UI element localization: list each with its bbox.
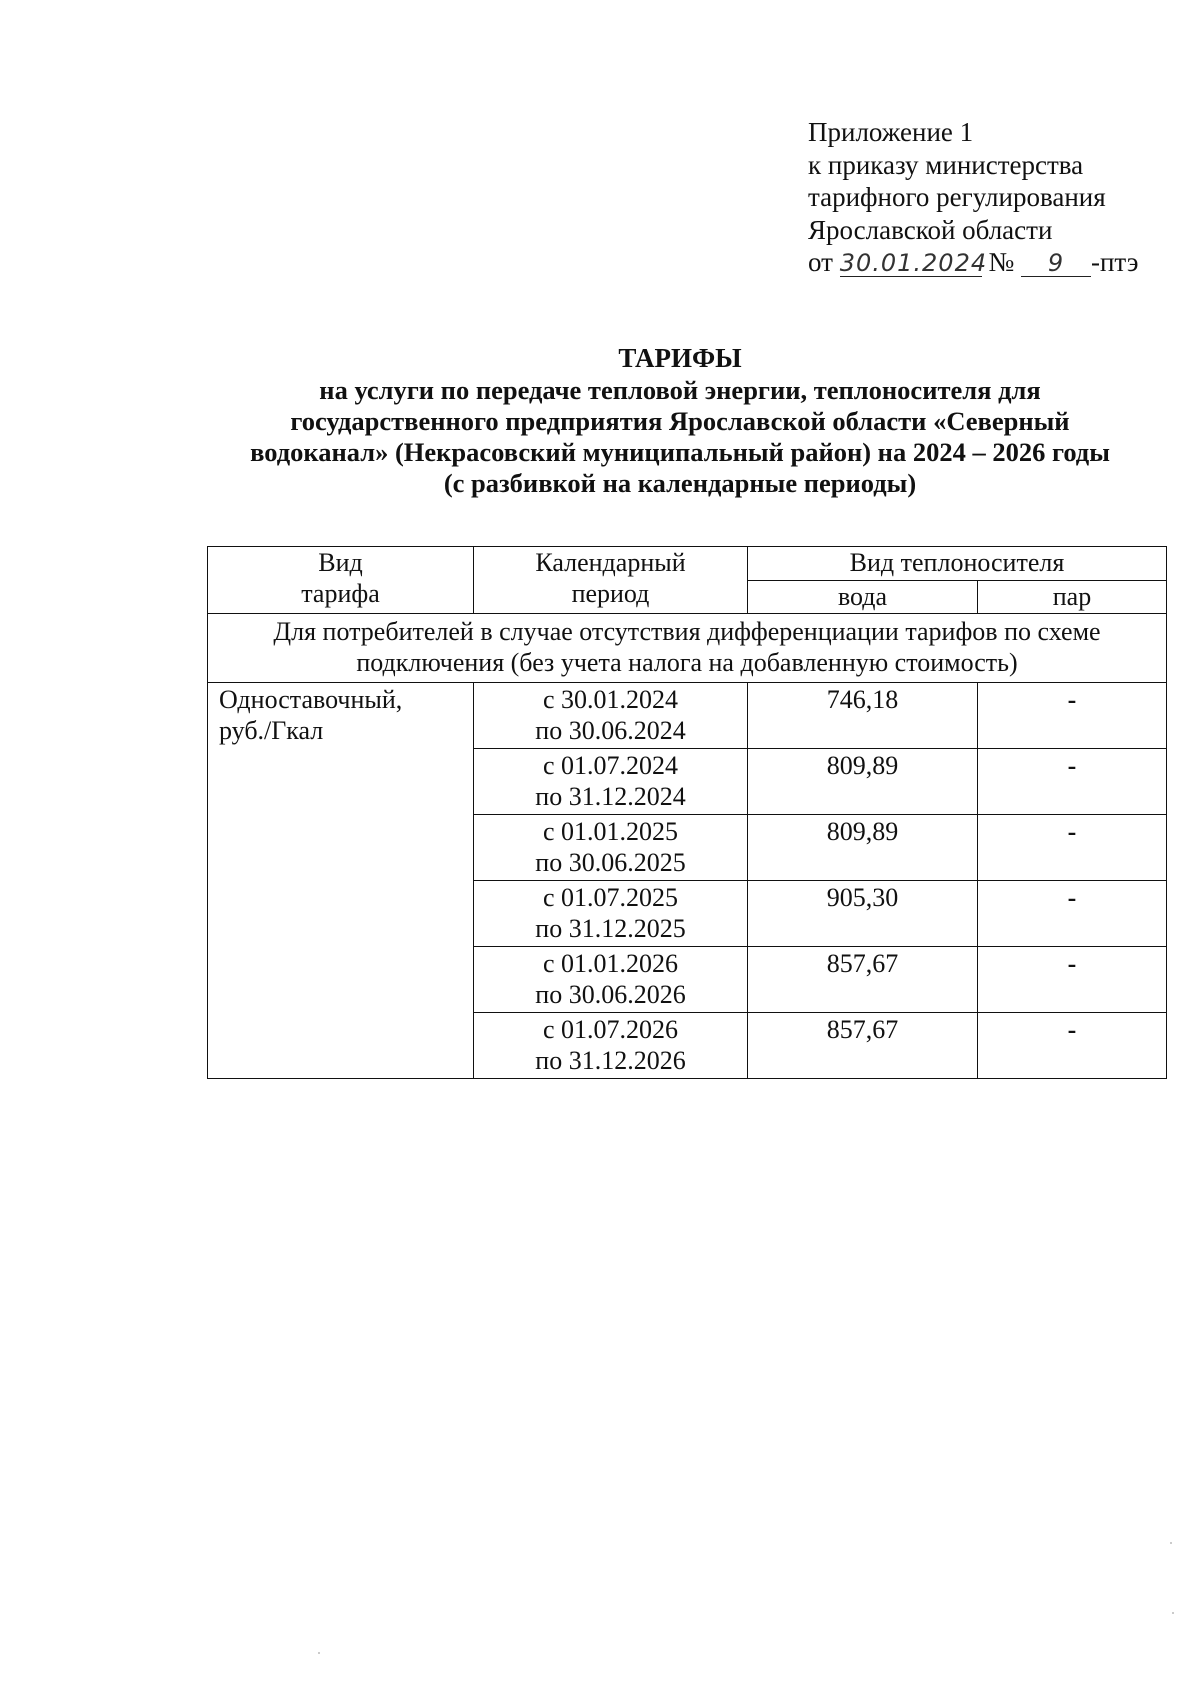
document-title xyxy=(200,343,1160,499)
steam-value: - xyxy=(978,881,1167,947)
scan-speck xyxy=(318,1652,320,1654)
number-suffix: -птэ xyxy=(1090,247,1139,277)
title-line-1: на услуги по передаче тепловой энергии, теплоносителя для xyxy=(319,375,1041,405)
scan-speck xyxy=(1170,1542,1172,1544)
date-prefix: от xyxy=(808,247,833,277)
title-line-2: государственного предприятия Ярославской области «Северный xyxy=(290,406,1070,436)
period-from: с 01.07.2025 xyxy=(542,883,679,912)
header-period-line-2: период xyxy=(571,579,650,608)
water-value: 809,89 xyxy=(748,749,978,815)
period-cell xyxy=(474,1013,748,1079)
table-row xyxy=(208,683,1167,749)
steam-value: - xyxy=(978,815,1167,881)
period-to: по 31.12.2025 xyxy=(535,914,686,943)
water-value: 809,89 xyxy=(748,815,978,881)
period-from: с 01.01.2026 xyxy=(542,949,679,978)
water-value: 857,67 xyxy=(748,947,978,1013)
header-water: вода xyxy=(748,580,978,614)
handwritten-number: 9 xyxy=(1021,250,1091,277)
period-to: по 30.06.2026 xyxy=(535,980,686,1009)
period-cell xyxy=(474,947,748,1013)
appendix-line-4: Ярославской области xyxy=(808,214,1053,245)
header-type-line-1: Вид xyxy=(318,548,363,577)
header-period-line-1: Календарный xyxy=(535,548,686,577)
period-to: по 30.06.2025 xyxy=(535,848,686,877)
tariff-type-line-2: руб./Гкал xyxy=(219,716,324,745)
tariff-type-cell xyxy=(208,683,474,1079)
period-cell xyxy=(474,683,748,749)
tariff-type-line-1: Одноставочный, xyxy=(219,685,403,714)
scan-speck xyxy=(1172,1612,1174,1614)
note-line-1: Для потребителей в случае отсутствия дифференциации тарифов по схеме xyxy=(273,617,1101,646)
period-cell xyxy=(474,749,748,815)
steam-value: - xyxy=(978,683,1167,749)
period-to: по 30.06.2024 xyxy=(535,716,686,745)
number-label: № xyxy=(988,247,1015,277)
period-from: с 01.07.2024 xyxy=(542,751,679,780)
period-cell xyxy=(474,815,748,881)
period-from: с 01.07.2026 xyxy=(542,1015,679,1044)
period-cell xyxy=(474,881,748,947)
note-row xyxy=(208,614,1167,683)
steam-value: - xyxy=(978,749,1167,815)
water-value: 905,30 xyxy=(748,881,978,947)
title-main: ТАРИФЫ xyxy=(618,343,742,373)
period-to: по 31.12.2026 xyxy=(535,1046,686,1075)
steam-value: - xyxy=(978,1013,1167,1079)
appendix-line-1: Приложение 1 xyxy=(808,117,974,147)
note-cell xyxy=(208,614,1167,683)
appendix-block xyxy=(808,116,1138,279)
water-value: 857,67 xyxy=(748,1013,978,1079)
header-tariff-type xyxy=(208,547,474,614)
header-medium: Вид теплоносителя xyxy=(748,547,1167,581)
header-type-line-2: тарифа xyxy=(301,579,380,608)
period-to: по 31.12.2024 xyxy=(535,782,686,811)
water-value: 746,18 xyxy=(748,683,978,749)
header-row-1 xyxy=(208,547,1167,581)
appendix-date-line xyxy=(808,246,1138,279)
title-line-3: водоканал» (Некрасовский муниципальный район) на 2024 – 2026 годы xyxy=(250,437,1110,467)
appendix-line-3: тарифного регулирования xyxy=(808,182,1106,212)
note-line-2: подключения (без учета налога на добавленную стоимость) xyxy=(356,648,1018,677)
period-from: с 30.01.2024 xyxy=(542,685,679,714)
steam-value: - xyxy=(978,947,1167,1013)
period-from: с 01.01.2025 xyxy=(542,817,679,846)
handwritten-date: 30.01.2024 xyxy=(839,249,988,277)
tariffs-table xyxy=(207,546,1167,1079)
title-line-4: (с разбивкой на календарные периоды) xyxy=(443,468,917,498)
header-steam: пар xyxy=(978,580,1167,614)
header-period xyxy=(474,547,748,614)
appendix-line-2: к приказу министерства xyxy=(808,149,1084,180)
